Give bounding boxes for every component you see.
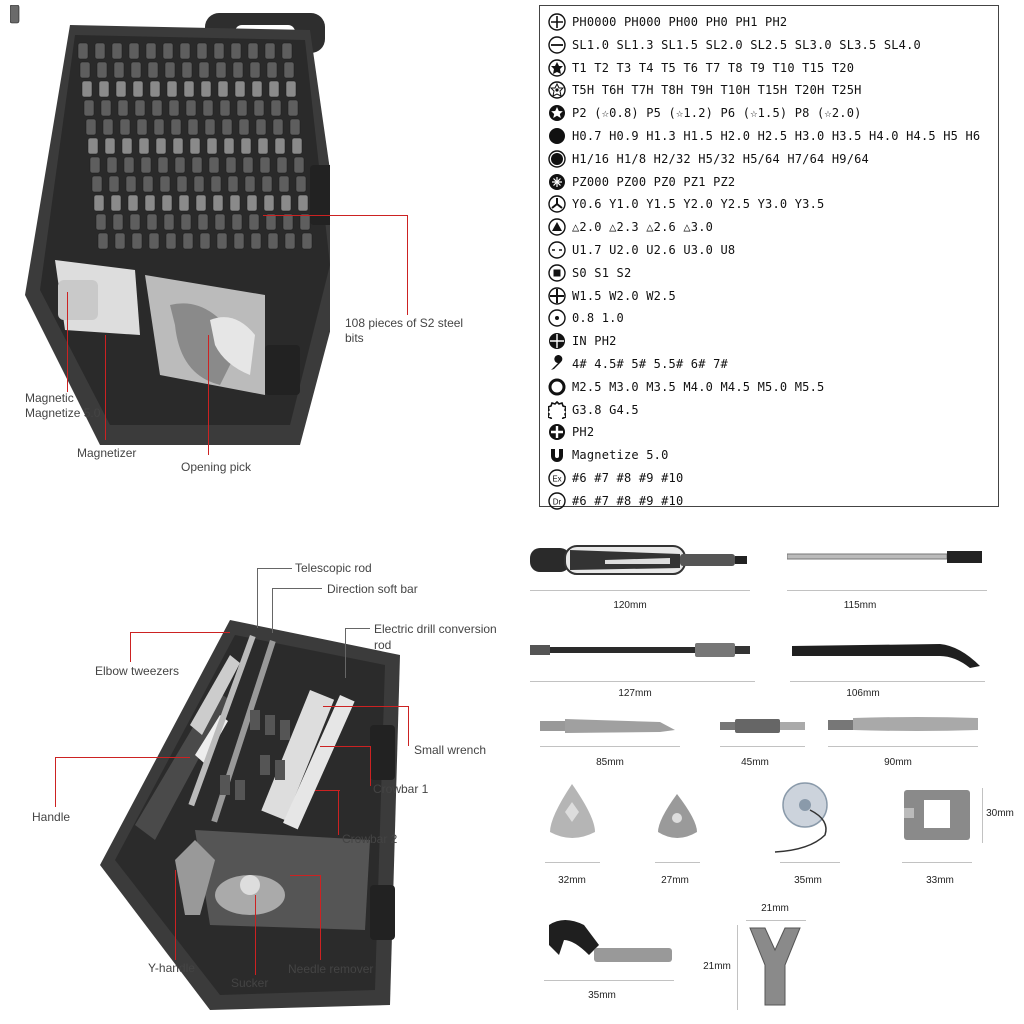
bit [141, 157, 151, 173]
bit [279, 176, 289, 192]
flex-shaft-image [530, 638, 755, 662]
label-direction-soft-bar: Direction soft bar [327, 582, 418, 596]
svg-text:Dr: Dr [552, 497, 562, 507]
bit [96, 214, 106, 230]
bit [116, 81, 126, 97]
bit [256, 119, 266, 135]
bold-cross-icon [548, 423, 572, 441]
pick2-image [655, 792, 700, 842]
bit [179, 195, 189, 211]
label-y-handle: Y-handle [148, 961, 195, 975]
bit [86, 119, 96, 135]
bit [97, 62, 107, 78]
bit [111, 195, 121, 211]
bit [237, 100, 247, 116]
bit [90, 157, 100, 173]
bit [300, 214, 310, 230]
spec-row [548, 126, 980, 146]
bit [167, 81, 177, 97]
bit [188, 119, 198, 135]
label-needle-remover: Needle remover [288, 962, 374, 976]
dim-yhandle-w: 21mm [761, 903, 789, 914]
bit [143, 176, 153, 192]
dim-rod: 115mm [843, 600, 877, 611]
bit [288, 100, 298, 116]
spec-row [548, 80, 862, 100]
bit [135, 100, 145, 116]
bit [268, 233, 278, 249]
bit [239, 119, 249, 135]
spec-text: M2.5 M3.0 M3.5 M4.0 M4.5 M5.0 M5.5 [572, 379, 825, 394]
bit [166, 233, 176, 249]
bit [231, 43, 241, 59]
spec-text: G3.8 G4.5 [572, 402, 639, 417]
bit [175, 157, 185, 173]
torx-icon [548, 59, 572, 77]
bit [235, 81, 245, 97]
bit [149, 233, 159, 249]
dim-magnetizer-w: 33mm [926, 875, 954, 886]
bit [146, 43, 156, 59]
bit [277, 157, 287, 173]
bit [130, 214, 140, 230]
tweezers-image [790, 638, 985, 672]
gear-ring-icon [548, 401, 572, 419]
dr-icon [548, 492, 572, 510]
bit [95, 43, 105, 59]
spec-row [548, 217, 713, 237]
spec-row [548, 400, 639, 420]
bit [222, 119, 232, 135]
bit [209, 157, 219, 173]
bit [269, 81, 279, 97]
pick1-image [545, 782, 600, 842]
bit [283, 214, 293, 230]
label-sucker: Sucker [231, 976, 269, 990]
dim-magnetizer-h: 30mm [986, 808, 1014, 819]
spec-text: T1 T2 T3 T4 T5 T6 T7 T8 T9 T10 T15 T20 [572, 60, 855, 75]
hex-inch-icon [548, 150, 572, 168]
bit [247, 195, 257, 211]
bit [290, 119, 300, 135]
bit [84, 100, 94, 116]
magnetizer-image [902, 788, 972, 843]
spec-row [548, 35, 921, 55]
hex-icon [548, 127, 572, 145]
bit [112, 43, 122, 59]
tri-wing-icon [548, 195, 572, 213]
bit [120, 119, 130, 135]
adapter-image [720, 717, 805, 735]
bit [232, 214, 242, 230]
bit [220, 100, 230, 116]
bit [254, 100, 264, 116]
bit [245, 176, 255, 192]
bit [182, 62, 192, 78]
bit [249, 214, 259, 230]
bit [207, 138, 217, 154]
bit [216, 62, 226, 78]
handle-tool-image [530, 540, 750, 580]
bit [292, 138, 302, 154]
ring-icon [548, 378, 572, 396]
bit [107, 157, 117, 173]
spec-text: SL1.0 SL1.3 SL1.5 SL2.0 SL2.5 SL3.0 SL3.5 SL4.0 [572, 37, 921, 52]
wrench-image [544, 915, 679, 975]
spec-text: W1.5 W2.0 W2.5 [572, 288, 676, 303]
crowbar2-image [828, 712, 978, 736]
dim-adapter: 45mm [741, 757, 769, 768]
bit [217, 233, 227, 249]
bit [126, 176, 136, 192]
dim-wrench: 35mm [588, 990, 616, 1001]
bit [286, 81, 296, 97]
bit [294, 157, 304, 173]
bit [133, 81, 143, 97]
bit [165, 62, 175, 78]
bit [177, 176, 187, 192]
bit [198, 214, 208, 230]
bit [156, 138, 166, 154]
bit [137, 119, 147, 135]
ex-icon [548, 469, 572, 487]
bit [248, 43, 258, 59]
bit [164, 214, 174, 230]
bit [230, 195, 240, 211]
bit [122, 138, 132, 154]
label-crowbar-1: Crowbar 1 [373, 782, 429, 796]
bit [281, 195, 291, 211]
bit [129, 43, 139, 59]
bit [169, 100, 179, 116]
spec-text: △2.0 △2.3 △2.6 △3.0 [572, 220, 714, 235]
bit [98, 233, 108, 249]
bit [99, 81, 109, 97]
u-type-icon [548, 241, 572, 259]
bit [196, 195, 206, 211]
bit [181, 214, 191, 230]
pin-icon [548, 309, 572, 327]
dim-sucker: 35mm [794, 875, 822, 886]
wrench-icon [548, 355, 572, 373]
bit [173, 138, 183, 154]
cross-in-icon [548, 332, 572, 350]
bit [186, 100, 196, 116]
bit [241, 138, 251, 154]
bit [148, 62, 158, 78]
bit [296, 176, 306, 192]
bit [183, 233, 193, 249]
bit [82, 81, 92, 97]
bit [265, 43, 275, 59]
spec-text: T5H T6H T7H T8H T9H T10H T15H T20H T25H [572, 83, 862, 98]
spec-row [548, 263, 631, 283]
spec-table [539, 5, 999, 507]
bit [118, 100, 128, 116]
pentalobe-icon [548, 104, 572, 122]
bit [128, 195, 138, 211]
spec-text: 0.8 1.0 [572, 311, 624, 326]
bit [213, 195, 223, 211]
bit [192, 157, 202, 173]
bit [215, 214, 225, 230]
bit [218, 81, 228, 97]
label-electric-drill-rod: Electric drill conversion rod [374, 622, 497, 652]
label-telescopic-rod: Telescopic rod [295, 561, 372, 575]
dim-flex: 127mm [618, 688, 652, 699]
slotted-icon [548, 36, 572, 54]
bit [109, 176, 119, 192]
bit [103, 119, 113, 135]
bit [184, 81, 194, 97]
spec-text: Magnetize 5.0 [572, 448, 669, 463]
dim-pick1: 32mm [558, 875, 586, 886]
bit [234, 233, 244, 249]
bit [275, 138, 285, 154]
bit [266, 214, 276, 230]
spec-row [548, 103, 862, 123]
bit [162, 195, 172, 211]
bit [264, 195, 274, 211]
triangle-icon [548, 218, 572, 236]
spec-row [548, 331, 617, 351]
bit [105, 138, 115, 154]
sucker-image [770, 780, 840, 855]
torx-security-icon [548, 81, 572, 99]
bit [94, 195, 104, 211]
spec-row [548, 354, 728, 374]
bit [124, 157, 134, 173]
spec-text: #6 #7 #8 #9 #10 [572, 471, 684, 485]
bit [150, 81, 160, 97]
phillips-icon [548, 13, 572, 31]
spec-row [548, 445, 669, 465]
spec-row [548, 149, 869, 169]
bit [243, 157, 253, 173]
bit [101, 100, 111, 116]
bit [132, 233, 142, 249]
label-magnetizer: Magnetizer [77, 446, 137, 460]
bit [260, 157, 270, 173]
spec-row [548, 422, 594, 442]
spec-text: PH2 [572, 425, 595, 440]
bit [154, 119, 164, 135]
svg-text:Ex: Ex [552, 474, 562, 484]
square-icon [548, 264, 572, 282]
bit [145, 195, 155, 211]
label-crowbar-2: Crowbar 2 [342, 832, 398, 846]
bit [152, 100, 162, 116]
spec-text: Y0.6 Y1.0 Y1.5 Y2.0 Y2.5 Y3.0 Y3.5 [572, 197, 825, 212]
spec-text: H0.7 H0.9 H1.3 H1.5 H2.0 H2.5 H3.0 H3.5 H4.0 H4.5 H5 H6 [572, 129, 981, 143]
bit [262, 176, 272, 192]
bit [250, 62, 260, 78]
bit [131, 62, 141, 78]
bit [211, 176, 221, 192]
label-small-wrench: Small wrench [414, 743, 487, 757]
bit [284, 62, 294, 78]
label-handle: Handle [32, 810, 71, 824]
bit [285, 233, 295, 249]
bit [171, 119, 181, 135]
bit [226, 157, 236, 173]
label-elbow-tweezers: Elbow tweezers [95, 664, 180, 678]
bit [214, 43, 224, 59]
spec-row [548, 194, 824, 214]
bit [267, 62, 277, 78]
bit [228, 176, 238, 192]
spec-text: H1/16 H1/8 H2/32 H5/32 H5/64 H7/64 H9/64 [572, 151, 869, 166]
spec-row [548, 58, 854, 78]
dim-handle: 120mm [613, 600, 647, 611]
bit [302, 233, 312, 249]
spec-row [548, 468, 683, 488]
bit [298, 195, 308, 211]
spec-row [548, 172, 735, 192]
bit [160, 176, 170, 192]
bit [88, 138, 98, 154]
cross-w-icon [548, 287, 572, 305]
bit [200, 233, 210, 249]
bit [203, 100, 213, 116]
rod-tool-image [787, 547, 987, 567]
bit [194, 176, 204, 192]
bit [201, 81, 211, 97]
bit [197, 43, 207, 59]
bit [163, 43, 173, 59]
bit [80, 62, 90, 78]
bit [92, 176, 102, 192]
bit [251, 233, 261, 249]
label-opening-pick: Opening pick [181, 460, 252, 474]
bit [271, 100, 281, 116]
label-bits: 108 pieces of S2 steel bits [345, 316, 464, 345]
dim-crowbar2: 90mm [884, 757, 912, 768]
spec-text: PZ000 PZ00 PZ0 PZ1 PZ2 [572, 174, 736, 189]
bit [224, 138, 234, 154]
dim-yhandle-h: 21mm [703, 961, 731, 972]
spec-row [548, 12, 787, 32]
dim-tweezers: 106mm [846, 688, 880, 699]
spec-text: #6 #7 #8 #9 #10 [572, 493, 684, 508]
spec-text: 4# 4.5# 5# 5.5# 6# 7# [572, 357, 728, 371]
bit [258, 138, 268, 154]
spec-row [548, 286, 676, 306]
dim-pick2: 27mm [661, 875, 689, 886]
bit [273, 119, 283, 135]
bit [114, 62, 124, 78]
bit [180, 43, 190, 59]
spec-row [548, 491, 683, 511]
spec-row [548, 308, 624, 328]
y-handle-image [745, 925, 805, 1010]
bit-case-illustration [10, 5, 330, 445]
crowbar1-image [540, 716, 680, 736]
pozidriv-icon [548, 173, 572, 191]
bit [158, 157, 168, 173]
dim-crowbar1: 85mm [596, 757, 624, 768]
bit [190, 138, 200, 154]
bit [147, 214, 157, 230]
spec-row [548, 240, 735, 260]
spec-text: P2 (☆0.8) P5 (☆1.2) P6 (☆1.5) P8 (☆2.0) [572, 106, 862, 121]
spec-text: U1.7 U2.0 U2.6 U3.0 U8 [572, 243, 736, 257]
bit [199, 62, 209, 78]
bit [113, 214, 123, 230]
bit [233, 62, 243, 78]
spec-text: PH0000 PH000 PH00 PH0 PH1 PH2 [572, 15, 788, 29]
label-magnetic: Magnetic Magnetize 5.0 [25, 391, 101, 420]
bit [282, 43, 292, 59]
bit [205, 119, 215, 135]
bit [78, 43, 88, 59]
spec-text: IN PH2 [572, 334, 617, 349]
spec-row [548, 377, 824, 397]
magnet-icon [548, 446, 572, 464]
bit [115, 233, 125, 249]
bit [139, 138, 149, 154]
spec-text: S0 S1 S2 [572, 265, 632, 280]
bit [252, 81, 262, 97]
